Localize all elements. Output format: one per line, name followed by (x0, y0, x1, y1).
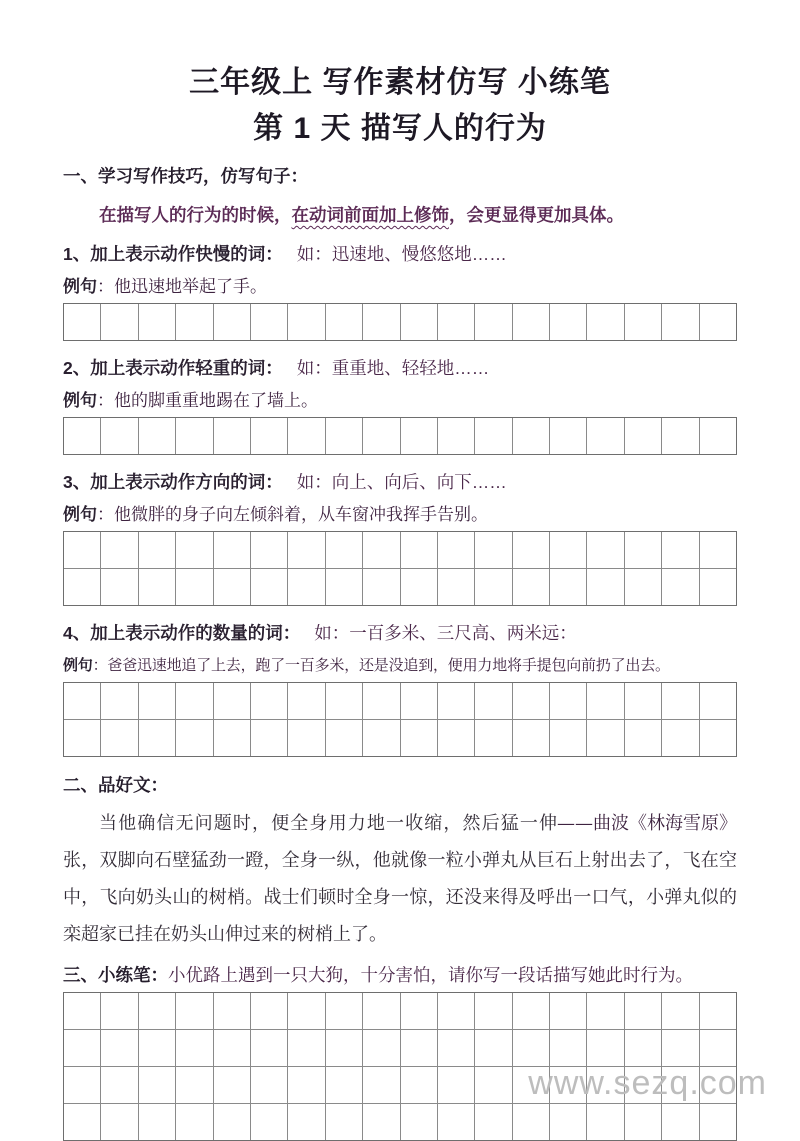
grid-cell (213, 532, 250, 568)
grid-cell (100, 993, 137, 1029)
item-number-heading: 1、加上表示动作快慢的词： (63, 244, 283, 264)
grid-cell (287, 1067, 324, 1103)
exercise-item-1-heading (63, 242, 737, 266)
grid-cell (661, 720, 698, 756)
grid-cell (100, 569, 137, 605)
grid-cell (64, 569, 100, 605)
grid-cell (661, 569, 698, 605)
grid-cell (250, 569, 287, 605)
grid-cell (175, 304, 212, 340)
grid-cell (100, 418, 137, 454)
grid-cell (624, 532, 661, 568)
grid-cell (100, 1067, 137, 1103)
section-2-heading: 二、品好文： (63, 775, 168, 795)
grid-cell (400, 993, 437, 1029)
grid-cell (100, 720, 137, 756)
grid-cell (699, 720, 736, 756)
grid-cell (586, 418, 623, 454)
grid-cell (287, 720, 324, 756)
grid-cell (175, 1104, 212, 1140)
grid-cell (213, 569, 250, 605)
grid-cell (624, 304, 661, 340)
writing-grid-3 (63, 531, 737, 606)
grid-row (64, 418, 736, 454)
grid-cell (64, 418, 100, 454)
page-title (63, 60, 737, 152)
grid-cell (362, 1030, 399, 1066)
item-examples: 如：一百多米、三尺高、两米远： (314, 623, 577, 643)
grid-cell (400, 683, 437, 719)
sentence-label: 例句 (63, 657, 93, 674)
item-number-heading: 3、加上表示动作方向的词： (63, 472, 283, 492)
grid-cell (699, 993, 736, 1029)
grid-cell (586, 720, 623, 756)
exercise-item-2-sentence (63, 389, 737, 412)
grid-cell (512, 569, 549, 605)
grid-cell (362, 418, 399, 454)
watermark: www.sezq.com (528, 1064, 767, 1102)
grid-cell (287, 569, 324, 605)
grid-cell (661, 683, 698, 719)
grid-cell (362, 532, 399, 568)
page-title-line1: 三年级上 写作素材仿写 小练笔 (189, 66, 611, 99)
grid-cell (512, 1030, 549, 1066)
sentence-label: 例句 (63, 277, 97, 296)
grid-cell (624, 683, 661, 719)
grid-cell (64, 304, 100, 340)
exercise-item-2 (63, 356, 737, 455)
exercise-item-3-sentence (63, 503, 737, 526)
grid-row (64, 1103, 736, 1140)
grid-cell (287, 532, 324, 568)
grid-cell (250, 418, 287, 454)
passage-text: 当他确信无问题时，便全身用力地一收缩，然后猛一伸张，双脚向石壁猛劲一蹬，全身一纵，他就像一粒小弹丸从巨石上射出去了，飞在空中，飞向奶头山的树梢。战士们顿时全身一惊，还没来得及呼出一口气，小弹丸似的栾超家已挂在奶头山伸过来的树梢上了。 (63, 813, 737, 944)
grid-cell (138, 1030, 175, 1066)
sentence-text: ：他的脚重重地踢在了墙上。 (97, 391, 318, 410)
grid-cell (586, 683, 623, 719)
grid-cell (661, 532, 698, 568)
grid-cell (400, 1104, 437, 1140)
grid-cell (512, 720, 549, 756)
grid-cell (213, 993, 250, 1029)
grid-cell (474, 683, 511, 719)
grid-cell (64, 683, 100, 719)
grid-cell (437, 569, 474, 605)
grid-cell (287, 418, 324, 454)
grid-cell (175, 569, 212, 605)
grid-cell (175, 1030, 212, 1066)
grid-cell (138, 683, 175, 719)
grid-cell (138, 304, 175, 340)
grid-cell (437, 1030, 474, 1066)
section-1-intro (99, 203, 737, 227)
grid-cell (64, 1030, 100, 1066)
grid-row (64, 719, 736, 756)
grid-cell (362, 1067, 399, 1103)
grid-cell (699, 532, 736, 568)
grid-cell (586, 1030, 623, 1066)
grid-cell (325, 1030, 362, 1066)
grid-cell (100, 1030, 137, 1066)
grid-cell (138, 993, 175, 1029)
grid-cell (474, 418, 511, 454)
grid-cell (586, 532, 623, 568)
grid-cell (699, 569, 736, 605)
grid-cell (624, 720, 661, 756)
grid-cell (624, 418, 661, 454)
grid-cell (64, 1067, 100, 1103)
grid-cell (325, 532, 362, 568)
exercise-item-3-heading (63, 470, 737, 494)
grid-cell (624, 1030, 661, 1066)
grid-cell (362, 720, 399, 756)
grid-cell (100, 532, 137, 568)
exercise-item-1 (63, 242, 737, 341)
grid-cell (549, 683, 586, 719)
grid-cell (474, 993, 511, 1029)
grid-cell (213, 1104, 250, 1140)
grid-cell (699, 683, 736, 719)
exercise-item-4 (63, 621, 737, 757)
grid-cell (175, 993, 212, 1029)
grid-cell (699, 304, 736, 340)
exercise-item-2-heading (63, 356, 737, 380)
grid-cell (661, 418, 698, 454)
grid-cell (250, 1067, 287, 1103)
writing-grid-1 (63, 303, 737, 341)
grid-cell (549, 720, 586, 756)
sentence-text: ：他微胖的身子向左倾斜着，从车窗冲我挥手告别。 (97, 505, 488, 524)
grid-cell (287, 683, 324, 719)
writing-grid-4 (63, 682, 737, 757)
grid-cell (287, 1030, 324, 1066)
grid-cell (400, 1067, 437, 1103)
exercise-item-3 (63, 470, 737, 606)
grid-cell (400, 1030, 437, 1066)
grid-cell (474, 1067, 511, 1103)
grid-cell (437, 993, 474, 1029)
grid-cell (437, 683, 474, 719)
grid-cell (400, 720, 437, 756)
grid-cell (661, 304, 698, 340)
grid-cell (437, 720, 474, 756)
grid-cell (138, 720, 175, 756)
grid-cell (175, 683, 212, 719)
grid-cell (699, 1030, 736, 1066)
grid-cell (138, 532, 175, 568)
grid-cell (624, 993, 661, 1029)
grid-cell (175, 1067, 212, 1103)
grid-cell (624, 1104, 661, 1140)
grid-cell (474, 720, 511, 756)
grid-cell (325, 418, 362, 454)
grid-cell (474, 569, 511, 605)
grid-cell (586, 1104, 623, 1140)
writing-grid-2 (63, 417, 737, 455)
grid-cell (175, 532, 212, 568)
grid-cell (138, 1104, 175, 1140)
grid-cell (661, 993, 698, 1029)
grid-cell (213, 683, 250, 719)
grid-cell (549, 1104, 586, 1140)
grid-cell (437, 532, 474, 568)
grid-cell (549, 418, 586, 454)
grid-cell (549, 532, 586, 568)
grid-cell (474, 1030, 511, 1066)
grid-cell (287, 304, 324, 340)
grid-cell (64, 720, 100, 756)
intro-underlined-phrase: 在动词前面加上修饰 (291, 205, 449, 225)
grid-cell (474, 532, 511, 568)
grid-cell (512, 418, 549, 454)
grid-cell (699, 1104, 736, 1140)
model-passage (63, 805, 737, 953)
grid-cell (661, 1104, 698, 1140)
grid-cell (175, 418, 212, 454)
grid-row (64, 304, 736, 340)
grid-cell (250, 1104, 287, 1140)
grid-row (64, 683, 736, 719)
grid-cell (699, 418, 736, 454)
grid-cell (213, 418, 250, 454)
grid-cell (400, 304, 437, 340)
grid-cell (362, 1104, 399, 1140)
grid-cell (64, 993, 100, 1029)
grid-cell (437, 1104, 474, 1140)
grid-cell (138, 1067, 175, 1103)
grid-cell (250, 1030, 287, 1066)
item-number-heading: 4、加上表示动作的数量的词： (63, 623, 301, 643)
grid-cell (325, 720, 362, 756)
grid-cell (512, 683, 549, 719)
exercise-item-1-sentence (63, 275, 737, 298)
grid-cell (213, 1030, 250, 1066)
grid-cell (437, 1067, 474, 1103)
grid-cell (250, 304, 287, 340)
grid-cell (325, 993, 362, 1029)
grid-cell (437, 418, 474, 454)
grid-cell (250, 993, 287, 1029)
intro-suffix: ，会更显得更加具体。 (449, 205, 624, 225)
grid-cell (586, 304, 623, 340)
grid-cell (362, 304, 399, 340)
grid-cell (325, 1104, 362, 1140)
grid-cell (549, 304, 586, 340)
grid-cell (100, 304, 137, 340)
grid-cell (250, 683, 287, 719)
grid-cell (138, 418, 175, 454)
grid-cell (138, 569, 175, 605)
grid-cell (437, 304, 474, 340)
grid-cell (586, 993, 623, 1029)
sentence-text: ：他迅速地举起了手。 (97, 277, 267, 296)
grid-cell (213, 1067, 250, 1103)
grid-cell (512, 993, 549, 1029)
grid-row (64, 532, 736, 568)
grid-cell (474, 304, 511, 340)
section-3-heading: 三、小练笔： (63, 965, 168, 985)
grid-cell (362, 569, 399, 605)
sentence-label: 例句 (63, 505, 97, 524)
grid-cell (64, 1104, 100, 1140)
item-examples: 如：向上、向后、向下…… (296, 472, 507, 492)
grid-cell (549, 993, 586, 1029)
grid-cell (362, 993, 399, 1029)
grid-cell (624, 569, 661, 605)
section-3-prompt-line (63, 963, 737, 987)
grid-cell (100, 1104, 137, 1140)
grid-cell (325, 569, 362, 605)
intro-prefix: 在描写人的行为的时候， (99, 205, 292, 225)
exercise-item-4-sentence (63, 654, 737, 677)
passage-attribution: ——曲波《林海雪原》 (557, 813, 737, 834)
section-1-heading: 一、学习写作技巧，仿写句子： (63, 166, 308, 186)
grid-cell (287, 993, 324, 1029)
section-3-prompt: 小优路上遇到一只大狗，十分害怕，请你写一段话描写她此时行为。 (168, 965, 693, 985)
grid-row (64, 568, 736, 605)
grid-row (64, 993, 736, 1029)
item-examples: 如：重重地、轻轻地…… (296, 358, 490, 378)
grid-cell (512, 304, 549, 340)
exercise-item-4-heading (63, 621, 737, 645)
grid-cell (325, 304, 362, 340)
grid-cell (512, 1104, 549, 1140)
grid-cell (661, 1030, 698, 1066)
grid-cell (325, 683, 362, 719)
grid-cell (400, 569, 437, 605)
grid-cell (213, 720, 250, 756)
grid-cell (512, 532, 549, 568)
grid-cell (549, 569, 586, 605)
item-number-heading: 2、加上表示动作轻重的词： (63, 358, 283, 378)
grid-cell (250, 720, 287, 756)
grid-cell (474, 1104, 511, 1140)
sentence-label: 例句 (63, 391, 97, 410)
grid-cell (400, 418, 437, 454)
grid-cell (64, 532, 100, 568)
grid-row (64, 1029, 736, 1066)
grid-cell (100, 683, 137, 719)
grid-cell (287, 1104, 324, 1140)
grid-cell (250, 532, 287, 568)
grid-cell (175, 720, 212, 756)
grid-cell (400, 532, 437, 568)
page-title-line2: 第 1 天 描写人的行为 (253, 112, 547, 145)
grid-cell (549, 1030, 586, 1066)
grid-cell (213, 304, 250, 340)
grid-cell (325, 1067, 362, 1103)
sentence-text: ：爸爸迅速地追了上去，跑了一百多米，还是没追到，便用力地将手提包向前扔了出去。 (92, 657, 670, 674)
item-examples: 如：迅速地、慢悠悠地…… (296, 244, 507, 264)
grid-cell (362, 683, 399, 719)
grid-cell (586, 569, 623, 605)
